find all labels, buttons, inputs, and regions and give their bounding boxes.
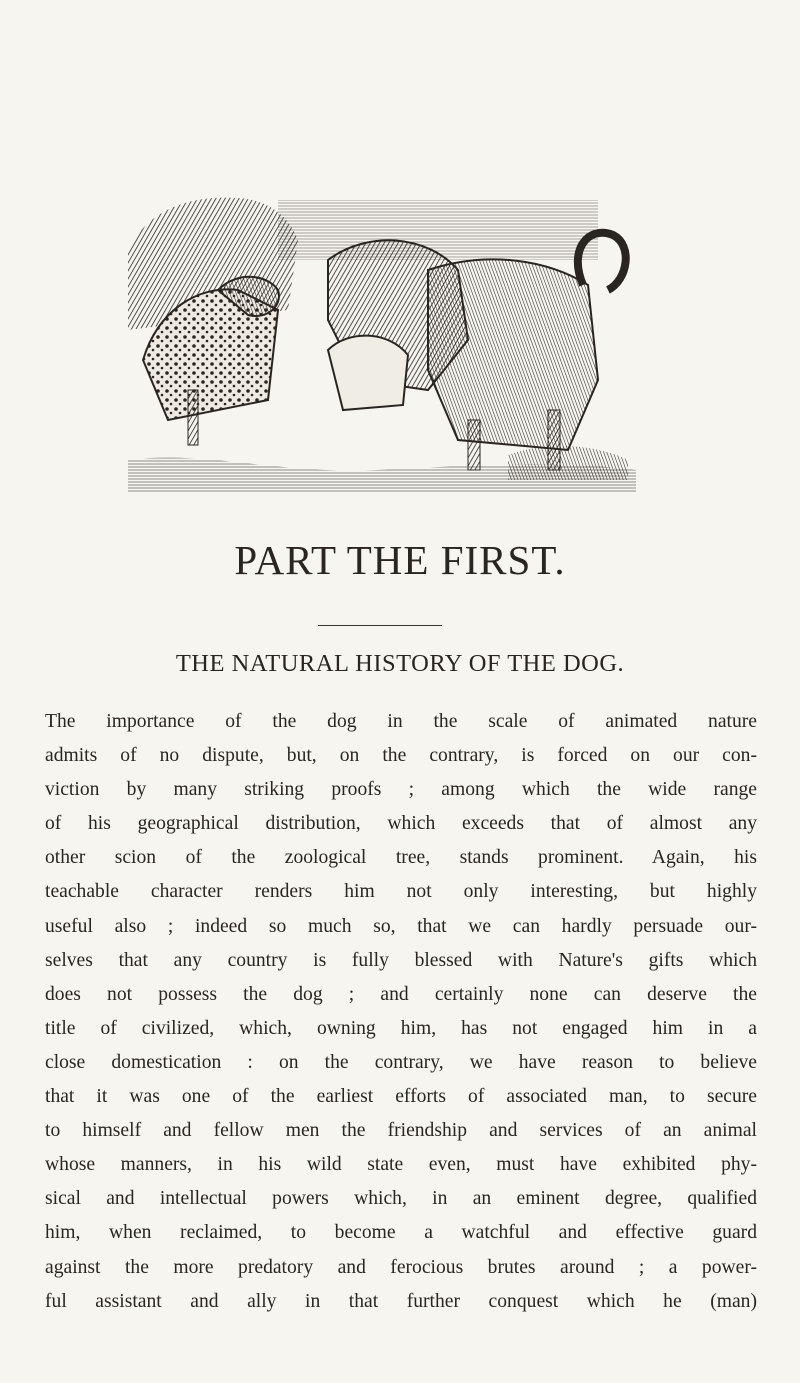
text-line: does not possess the dog ; and certainly none can deserve the [45,983,757,1005]
part-heading: PART THE FIRST. [234,537,566,583]
text-line: viction by many striking proofs ; among which the wide range [45,779,757,801]
body-paragraph [45,705,757,1319]
text-line: The importance of the dog in the scale of animated nature [45,711,757,732]
text-line: whose manners, in his wild state even, must have exhibited phy- [45,1154,757,1176]
text-line: sical and intellectual powers which, in an eminent degree, qualified [45,1188,757,1210]
text-line: teachable character renders him not only interesting, but highly [45,881,757,903]
text-line: ful assistant and ally in that further conquest which he (man) [45,1290,757,1312]
text-line: title of civilized, which, owning him, has not engaged him in a [45,1017,757,1039]
text-line: close domestication : on the contrary, we have reason to believe [45,1051,757,1073]
text-line: of his geographical distribution, which exceeds that of almost any [45,813,757,835]
text-line: to himself and fellow men the friendship and services of an animal [45,1120,757,1142]
section-title: THE NATURAL HISTORY OF THE DOG. [175,650,625,677]
dogs-engraving-illustration [128,190,636,492]
text-line: useful also ; indeed so much so, that we can hardly persuade our- [45,915,757,937]
text-line: selves that any country is fully blessed with Nature's gifts which [45,949,757,971]
text-line: that it was one of the earliest efforts of associated man, to secure [45,1086,757,1108]
text-line: other scion of the zoological tree, stands prominent. Again, his [45,847,757,869]
divider-rule [318,625,442,626]
text-line: him, when reclaimed, to become a watchful and effective guard [45,1222,757,1244]
text-line: admits of no dispute, but, on the contrary, is forced on our con- [45,745,757,767]
text-line: against the more predatory and ferocious brutes around ; a power- [45,1256,757,1278]
